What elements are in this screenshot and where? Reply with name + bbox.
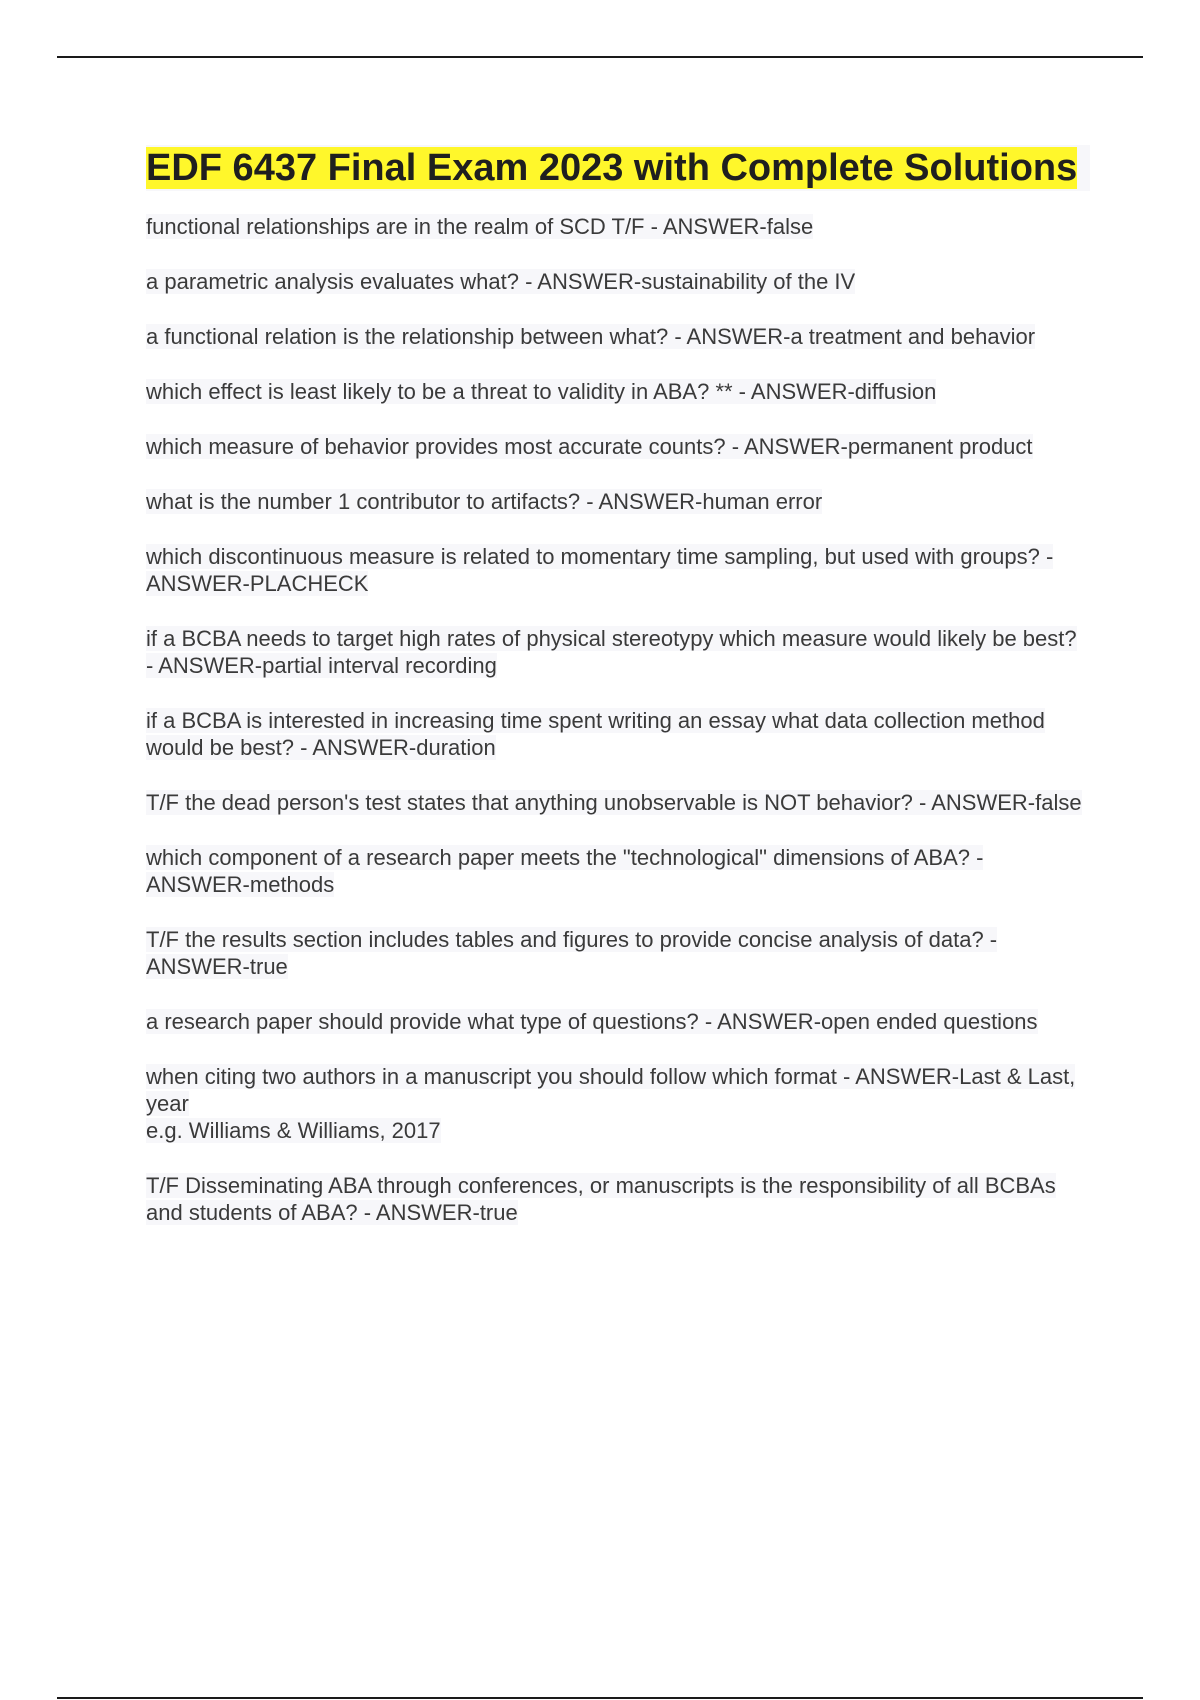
list-item bbox=[146, 1172, 1090, 1226]
list-item bbox=[146, 1008, 1090, 1035]
qa-text: which measure of behavior provides most accurate counts? - ANSWER-permanent product bbox=[146, 434, 1033, 459]
title-block bbox=[146, 145, 1090, 191]
list-item bbox=[146, 707, 1090, 761]
qa-text: which component of a research paper meets the "technological" dimensions of ABA? - ANSWER-methods bbox=[146, 845, 984, 897]
list-item bbox=[146, 323, 1090, 350]
document-body bbox=[146, 145, 1090, 1254]
qa-text: if a BCBA needs to target high rates of physical stereotypy which measure would likely be best? - ANSWER-partial interval recording bbox=[146, 626, 1077, 678]
qa-text: which discontinuous measure is related to momentary time sampling, but used with groups? - ANSWER-PLACHECK bbox=[146, 544, 1054, 596]
list-item bbox=[146, 433, 1090, 460]
list-item bbox=[146, 378, 1090, 405]
page-title bbox=[146, 145, 1090, 191]
qa-text: T/F the dead person's test states that anything unobservable is NOT behavior? - ANSWER-false bbox=[146, 790, 1082, 815]
list-item bbox=[146, 543, 1090, 597]
qa-text: T/F Disseminating ABA through conferences, or manuscripts is the responsibility of all BCBAs and students of ABA? - ANSWER-true bbox=[146, 1173, 1056, 1225]
qa-text: when citing two authors in a manuscript you should follow which format - ANSWER-Last & Last, year bbox=[146, 1064, 1076, 1116]
list-item bbox=[146, 789, 1090, 816]
bottom-rule bbox=[57, 1697, 1143, 1699]
qa-text: a research paper should provide what type of questions? - ANSWER-open ended questions bbox=[146, 1009, 1038, 1034]
qa-text: what is the number 1 contributor to artifacts? - ANSWER-human error bbox=[146, 489, 823, 514]
list-item bbox=[146, 268, 1090, 295]
qa-example: e.g. Williams & Williams, 2017 bbox=[146, 1118, 441, 1143]
title-highlight: EDF 6437 Final Exam 2023 with Complete Solutions bbox=[146, 147, 1078, 189]
qa-text: if a BCBA is interested in increasing time spent writing an essay what data collection method would be best? - ANSWER-duration bbox=[146, 708, 1045, 760]
top-rule bbox=[57, 56, 1143, 58]
list-item bbox=[146, 488, 1090, 515]
qa-text: functional relationships are in the realm of SCD T/F - ANSWER-false bbox=[146, 214, 814, 239]
qa-text: a parametric analysis evaluates what? - ANSWER-sustainability of the IV bbox=[146, 269, 856, 294]
list-item bbox=[146, 926, 1090, 980]
qa-text: T/F the results section includes tables and figures to provide concise analysis of data? - ANSWER-true bbox=[146, 927, 998, 979]
qa-text: which effect is least likely to be a threat to validity in ABA? ** - ANSWER-diffusion bbox=[146, 379, 937, 404]
list-item bbox=[146, 1063, 1090, 1144]
qa-text: a functional relation is the relationship between what? - ANSWER-a treatment and behavior bbox=[146, 324, 1036, 349]
list-item bbox=[146, 844, 1090, 898]
list-item bbox=[146, 625, 1090, 679]
qa-list bbox=[146, 213, 1090, 1226]
list-item bbox=[146, 213, 1090, 240]
